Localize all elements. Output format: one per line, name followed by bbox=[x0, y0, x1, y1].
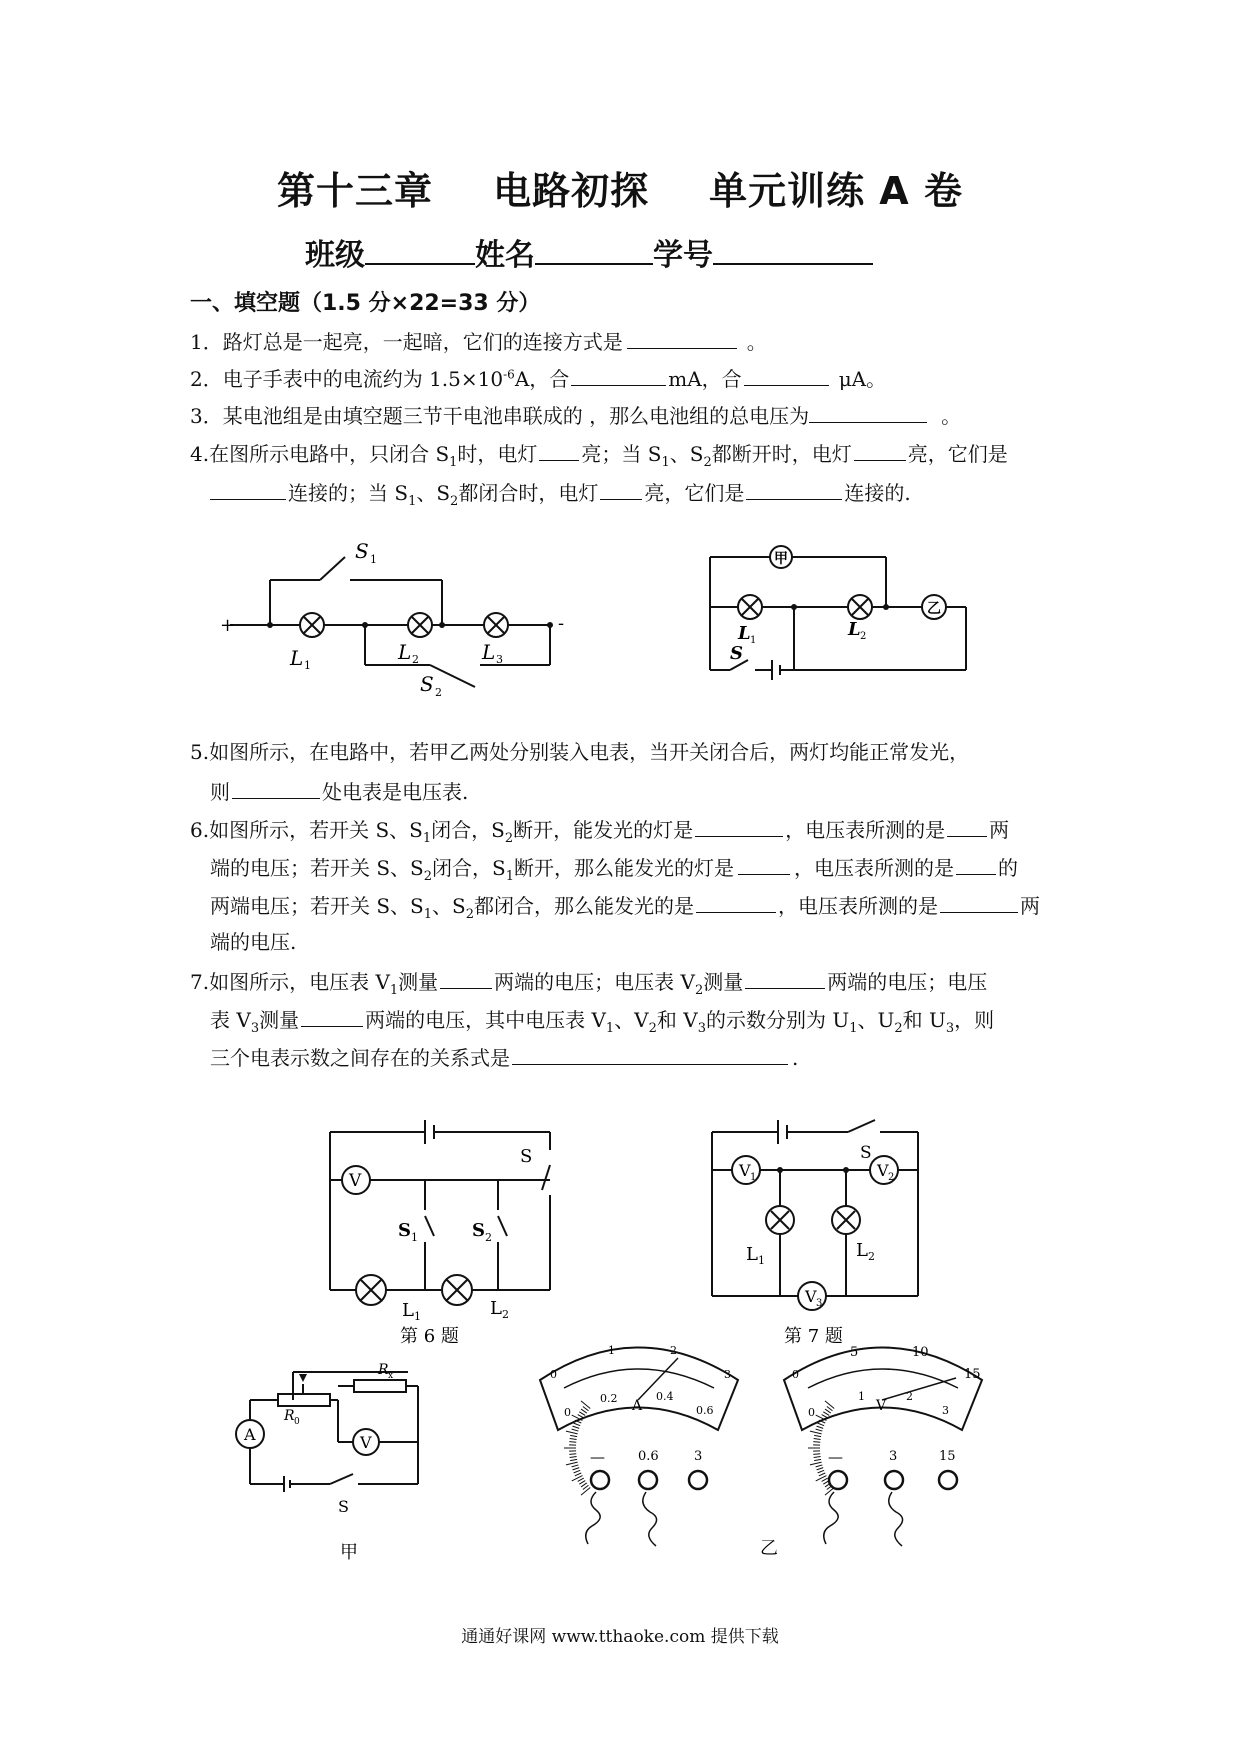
voltmeter-top-tick: 5 bbox=[850, 1345, 859, 1360]
scale-tick bbox=[578, 1415, 584, 1418]
title-topic: 电路初探 bbox=[493, 169, 650, 213]
fig4-s2-sub: 2 bbox=[435, 686, 442, 699]
q4-sub-a: 1 bbox=[449, 455, 458, 470]
q7-sub-i: 3 bbox=[945, 1021, 955, 1036]
q4-text-c: 亮；当 S bbox=[581, 442, 662, 466]
voltmeter-terminal-neg: — bbox=[828, 1448, 843, 1466]
voltmeter-terminal-15: 15 bbox=[939, 1449, 956, 1464]
scale-tick bbox=[570, 1438, 577, 1439]
fig6-circuit bbox=[320, 1110, 580, 1350]
question-3 bbox=[190, 404, 961, 426]
q7-blank-2[interactable] bbox=[745, 970, 825, 989]
scale-tick bbox=[579, 1412, 585, 1416]
q4-sub-b: 1 bbox=[661, 455, 670, 470]
page-title bbox=[0, 160, 1240, 215]
scale-tick bbox=[581, 1409, 587, 1413]
q5-blank[interactable] bbox=[232, 780, 320, 799]
q4-sub-d: 1 bbox=[408, 494, 417, 509]
fig7-circuit bbox=[700, 1110, 940, 1350]
question-1 bbox=[190, 330, 767, 352]
q6-text-n: ，电压表所测的是 bbox=[778, 894, 939, 918]
question-4-line2 bbox=[210, 481, 911, 508]
scale-tick bbox=[570, 1435, 577, 1436]
question-5-line1: 5.如图所示，在电路中，若甲乙两处分别装入电表，当开关闭合后，两灯均能正常发光， bbox=[190, 740, 970, 764]
fig4-l1-sub: 1 bbox=[304, 659, 311, 672]
scale-tick bbox=[825, 1401, 834, 1409]
q7-sub-f: 3 bbox=[697, 1021, 707, 1036]
q7-text-i: 、V bbox=[614, 1008, 649, 1032]
fig-jia-circuit bbox=[228, 1362, 468, 1572]
scale-tick bbox=[810, 1431, 822, 1434]
ammeter-top-tick: 0 bbox=[550, 1368, 557, 1381]
fig5-l1-label: L bbox=[738, 623, 751, 644]
scale-tick bbox=[819, 1473, 825, 1476]
scale-tick bbox=[572, 1465, 579, 1467]
scale-tick bbox=[822, 1478, 828, 1481]
scale-tick bbox=[814, 1435, 821, 1436]
q6-text-o: 两 bbox=[1020, 894, 1041, 918]
q6-blank-4[interactable] bbox=[956, 856, 996, 875]
q3-blank[interactable] bbox=[809, 404, 927, 423]
scale-tick bbox=[825, 1409, 831, 1413]
fig-jia-rx-sub: x bbox=[388, 1371, 394, 1381]
q7-sub-c: 3 bbox=[250, 1021, 260, 1036]
q6-text-j: 的 bbox=[998, 856, 1019, 880]
voltmeter-bottom-tick: 0 bbox=[808, 1406, 815, 1419]
fig-jia-s-label: S bbox=[338, 1497, 349, 1516]
fig4-s1-sub: 1 bbox=[370, 553, 377, 566]
fig4-minus: - bbox=[558, 613, 565, 634]
q4-text-b: 时，电灯 bbox=[457, 442, 538, 466]
voltmeter-needle bbox=[882, 1378, 956, 1400]
ammeter-bottom-tick: 0 bbox=[564, 1406, 571, 1419]
q7-text-e: 两端的电压；电压 bbox=[827, 970, 988, 994]
ammeter-terminal-3: 3 bbox=[694, 1449, 703, 1464]
fig4-l2-label: L bbox=[398, 640, 412, 664]
voltmeter-unit: V bbox=[876, 1398, 887, 1414]
scale-tick bbox=[581, 1401, 590, 1409]
q6-blank-1[interactable] bbox=[695, 818, 783, 837]
fig6-caption: 第 6 题 bbox=[400, 1326, 459, 1347]
q7-text-c: 两端的电压；电压表 V bbox=[494, 970, 695, 994]
student-info bbox=[305, 230, 873, 274]
fig6-s1-label: S bbox=[398, 1220, 411, 1241]
q7-sub-e: 2 bbox=[648, 1021, 657, 1036]
q7-text-l: 、U bbox=[857, 1008, 895, 1032]
fig6-l1-sub: 1 bbox=[414, 1310, 421, 1323]
fig5-jia-meter: 甲 bbox=[774, 551, 788, 567]
fig6-s-label: S bbox=[520, 1146, 533, 1167]
ammeter-bottom-tick: 0.4 bbox=[656, 1390, 674, 1403]
fig5-l2-label: L bbox=[848, 619, 861, 640]
q6-sub-d: 1 bbox=[505, 869, 515, 884]
footer-credit: 通通好课网 www.tthaoke.com 提供下载 bbox=[461, 1627, 779, 1647]
fig6-s2-label: S bbox=[472, 1220, 485, 1241]
q7-text-j: 和 V bbox=[656, 1008, 698, 1032]
voltmeter-top-tick: 0 bbox=[792, 1368, 799, 1381]
q7-text-d: 测量 bbox=[703, 970, 744, 994]
q7-blank-4[interactable] bbox=[512, 1046, 788, 1065]
q7-text-n: ，则 bbox=[954, 1008, 995, 1032]
scale-tick bbox=[583, 1485, 589, 1489]
scale-tick bbox=[573, 1468, 580, 1470]
q6-text-m: 都闭合，那么能发光的是 bbox=[474, 894, 695, 918]
scale-tick bbox=[827, 1407, 833, 1411]
q7-text-k: 的示数分别为 U bbox=[706, 1008, 850, 1032]
ammeter-top-tick: 3 bbox=[724, 1368, 731, 1381]
q4-text-i: 都闭合时，电灯 bbox=[458, 481, 599, 505]
q7-text-f: 表 V bbox=[210, 1008, 251, 1032]
scale-tick bbox=[575, 1473, 581, 1476]
fig-jia-rx-label: R bbox=[378, 1362, 389, 1378]
q7-sub-a: 1 bbox=[389, 983, 399, 998]
class-label: 班级 bbox=[305, 238, 365, 273]
q6-text-i: ，电压表所测的是 bbox=[794, 856, 955, 880]
q4-text-g: 连接的；当 S bbox=[288, 481, 409, 505]
voltmeter-bottom-tick: 2 bbox=[906, 1390, 913, 1403]
q6-text-e: 两 bbox=[989, 818, 1010, 842]
fig4-s2-label: S bbox=[420, 672, 434, 696]
q7-text-h: 两端的电压，其中电压表 V bbox=[365, 1008, 606, 1032]
q2-sup: -6 bbox=[503, 367, 515, 382]
voltmeter-terminal-3: 3 bbox=[889, 1449, 898, 1464]
q6-text-l: 、S bbox=[432, 894, 466, 918]
scale-tick bbox=[566, 1431, 578, 1434]
q2-blank-ma[interactable] bbox=[571, 367, 666, 386]
scale-tick bbox=[816, 1429, 823, 1431]
q4-text-a: 4.在图所示电路中，只闭合 S bbox=[190, 442, 450, 466]
question-7-line1 bbox=[190, 970, 987, 997]
scale-tick bbox=[566, 1462, 578, 1465]
scale-tick bbox=[818, 1470, 825, 1473]
fig4-l2-sub: 2 bbox=[412, 653, 419, 666]
scale-tick bbox=[814, 1459, 821, 1460]
fig-jia-r0-sub: 0 bbox=[294, 1417, 300, 1427]
fig7-s-label: S bbox=[860, 1143, 872, 1163]
q4-blank-5[interactable] bbox=[746, 481, 842, 500]
q4-sub-e: 2 bbox=[450, 494, 459, 509]
scale-tick bbox=[573, 1426, 580, 1428]
q6-sub-e: 1 bbox=[423, 907, 433, 922]
q6-text-k: 两端电压；若开关 S、S bbox=[210, 894, 424, 918]
q4-text-j: 亮，它们是 bbox=[644, 481, 745, 505]
ammeter-top-tick: 1 bbox=[608, 1344, 615, 1357]
question-7-line3 bbox=[210, 1046, 798, 1068]
fig7-caption: 第 7 题 bbox=[784, 1326, 843, 1347]
fig-jia-ammeter-label: A bbox=[244, 1425, 256, 1444]
fig6-voltmeter-label: V bbox=[349, 1171, 362, 1191]
fig4-l1-label: L bbox=[290, 646, 304, 670]
ammeter-unit: A bbox=[632, 1398, 643, 1414]
voltmeter-top-tick: 15 bbox=[964, 1367, 981, 1382]
q6-text-c: 断开，能发光的灯是 bbox=[513, 818, 694, 842]
fig7-v1-label: V bbox=[739, 1161, 751, 1180]
scale-tick bbox=[569, 1454, 576, 1455]
q4-text-d: 、S bbox=[669, 442, 704, 466]
question-5-line2 bbox=[210, 780, 468, 802]
q4-blank-4[interactable] bbox=[600, 481, 642, 500]
q4-blank-2[interactable] bbox=[854, 442, 906, 461]
scale-tick bbox=[817, 1468, 824, 1470]
q5-text-a: 则 bbox=[210, 780, 230, 804]
fig6-l2-label: L bbox=[490, 1298, 502, 1319]
q7-sub-d: 1 bbox=[605, 1021, 615, 1036]
q6-sub-a: 1 bbox=[422, 831, 432, 846]
q7-text-p: . bbox=[792, 1046, 799, 1070]
fig-yi-meters bbox=[528, 1330, 988, 1590]
q7-text-a: 7.如图所示，电压表 V bbox=[190, 970, 390, 994]
id-label: 学号 bbox=[653, 238, 713, 273]
id-blank[interactable] bbox=[713, 239, 873, 265]
fig7-v1-sub: 1 bbox=[750, 1172, 757, 1183]
question-6-line3 bbox=[210, 894, 1040, 921]
q4-text-h: 、S bbox=[416, 481, 451, 505]
ammeter-bottom-tick: 0.6 bbox=[696, 1404, 714, 1417]
fig-yi-caption: 乙 bbox=[760, 1538, 778, 1559]
q4-text-k: 连接的. bbox=[844, 481, 911, 505]
q6-text-g: 闭合，S bbox=[432, 856, 506, 880]
fig7-l1-sub: 1 bbox=[758, 1254, 765, 1267]
q6-blank-5[interactable] bbox=[696, 894, 776, 913]
q2-mid: mA，合 bbox=[668, 367, 742, 391]
fig6-l2-sub: 2 bbox=[502, 1308, 509, 1321]
q7-sub-h: 2 bbox=[894, 1021, 903, 1036]
q2-unit: A，合 bbox=[514, 367, 570, 391]
q6-blank-3[interactable] bbox=[738, 856, 790, 875]
fig6-s2-sub: 2 bbox=[485, 1231, 492, 1244]
q4-sub-c: 2 bbox=[703, 455, 712, 470]
q4-blank-3[interactable] bbox=[210, 481, 286, 500]
scale-tick bbox=[581, 1488, 590, 1496]
fig6-l1-label: L bbox=[402, 1300, 414, 1321]
fig-jia-caption: 甲 bbox=[340, 1542, 358, 1563]
question-6-line2 bbox=[210, 856, 1018, 883]
question-2 bbox=[190, 367, 886, 389]
fig-jia-voltmeter-label: V bbox=[360, 1433, 372, 1452]
scale-tick bbox=[817, 1426, 824, 1428]
scale-tick bbox=[574, 1470, 581, 1473]
q6-text-d: ，电压表所测的是 bbox=[785, 818, 946, 842]
q7-text-g: 测量 bbox=[259, 1008, 300, 1032]
class-blank[interactable] bbox=[365, 239, 475, 265]
section1-heading: 一、填空题（1.5 分×22=33 分） bbox=[190, 291, 541, 316]
scale-tick bbox=[822, 1415, 828, 1418]
fig5-l1-sub: 1 bbox=[750, 635, 757, 646]
q1-end: 。 bbox=[746, 330, 767, 354]
q6-text-h: 断开，那么能发光的灯是 bbox=[514, 856, 735, 880]
fig4-s1-label: S bbox=[355, 539, 369, 563]
question-7-line2 bbox=[210, 1008, 994, 1035]
fig7-l2-label: L bbox=[856, 1240, 868, 1261]
scale-tick bbox=[813, 1454, 820, 1455]
q4-circuit-figure bbox=[220, 525, 580, 705]
q2-end: μA。 bbox=[838, 367, 887, 391]
title-chapter: 第十三章 bbox=[277, 169, 434, 213]
voltmeter-top-tick: 10 bbox=[912, 1345, 929, 1360]
scale-tick bbox=[814, 1438, 821, 1439]
scale-tick bbox=[818, 1423, 825, 1426]
scale-tick bbox=[569, 1442, 576, 1443]
q7-text-o: 三个电表示数之间存在的关系式是 bbox=[210, 1046, 510, 1070]
q1-blank[interactable] bbox=[627, 330, 737, 349]
scale-tick bbox=[578, 1478, 584, 1481]
fig7-v3-sub: 3 bbox=[816, 1298, 823, 1309]
q7-sub-g: 1 bbox=[849, 1021, 858, 1036]
scale-tick bbox=[574, 1423, 581, 1426]
title-unit: 单元训练 A 卷 bbox=[709, 169, 963, 213]
question-6-line1 bbox=[190, 818, 1009, 845]
scale-tick bbox=[570, 1459, 577, 1460]
fig7-v2-label: V bbox=[877, 1161, 889, 1180]
q7-blank-3[interactable] bbox=[301, 1008, 363, 1027]
q6-text-f: 端的电压；若开关 S、S bbox=[210, 856, 424, 880]
fig4-plus: + bbox=[220, 615, 236, 636]
question-6-line4: 端的电压. bbox=[210, 930, 297, 954]
ammeter-bottom-tick: 0.2 bbox=[600, 1392, 618, 1405]
fig5-l2-sub: 2 bbox=[860, 631, 867, 642]
fig7-l2-sub: 2 bbox=[868, 1250, 875, 1263]
q4-text-f: 亮，它们是 bbox=[907, 442, 1008, 466]
q2-text: 2．电子手表中的电流约为 1.5×10 bbox=[190, 367, 504, 391]
fig7-v2-sub: 2 bbox=[888, 1172, 895, 1183]
ammeter-terminal-neg: — bbox=[590, 1448, 605, 1466]
fig4-l3-label: L bbox=[482, 640, 496, 664]
scale-tick bbox=[814, 1457, 821, 1458]
q7-blank-1[interactable] bbox=[440, 970, 492, 989]
q6-text-b: 闭合，S bbox=[431, 818, 505, 842]
q6-text-a: 6.如图所示，若开关 S、S bbox=[190, 818, 423, 842]
voltmeter-bottom-tick: 1 bbox=[858, 1390, 865, 1403]
q7-text-b: 测量 bbox=[398, 970, 439, 994]
voltmeter-bottom-tick: 3 bbox=[942, 1404, 949, 1417]
ammeter-terminal-06: 0.6 bbox=[638, 1449, 659, 1464]
q7-text-m: 和 U bbox=[902, 1008, 946, 1032]
q6-sub-f: 2 bbox=[465, 907, 475, 922]
q4-blank-1[interactable] bbox=[539, 442, 579, 461]
q3-end: 。 bbox=[941, 404, 962, 428]
scale-tick bbox=[816, 1465, 823, 1467]
scale-tick bbox=[583, 1407, 589, 1411]
q1-text: 1．路灯总是一起亮，一起暗，它们的连接方式是 bbox=[190, 330, 623, 354]
q3-text: 3．某电池组是由填空题三节干电池串联成的 ，那么电池组的总电压为 bbox=[190, 404, 810, 428]
q5-circuit-figure bbox=[700, 535, 980, 685]
fig4-l3-sub: 3 bbox=[496, 653, 503, 666]
fig7-v3-label: V bbox=[805, 1287, 817, 1306]
fig7-l1-label: L bbox=[746, 1244, 758, 1265]
scale-tick bbox=[823, 1412, 829, 1416]
q6-blank-6[interactable] bbox=[940, 894, 1018, 913]
fig5-yi-meter: 乙 bbox=[927, 601, 941, 617]
fig-jia-r0-label: R bbox=[284, 1408, 295, 1424]
q4-text-e: 都断开时，电灯 bbox=[711, 442, 852, 466]
scale-tick bbox=[570, 1457, 577, 1458]
q6-blank-2[interactable] bbox=[947, 818, 987, 837]
name-label: 姓名 bbox=[475, 238, 535, 273]
q7-sub-b: 2 bbox=[694, 983, 704, 998]
q6-sub-c: 2 bbox=[423, 869, 433, 884]
q2-blank-ua[interactable] bbox=[744, 367, 829, 386]
scale-tick bbox=[810, 1462, 822, 1465]
scale-tick bbox=[579, 1481, 585, 1485]
scale-tick bbox=[572, 1429, 579, 1431]
scale-tick bbox=[813, 1442, 820, 1443]
scale-tick bbox=[581, 1483, 587, 1487]
q5-text-b: 处电表是电压表. bbox=[322, 780, 469, 804]
q6-sub-b: 2 bbox=[504, 831, 514, 846]
question-4-line1 bbox=[190, 442, 1008, 469]
name-blank[interactable] bbox=[535, 239, 653, 265]
fig5-s-label: S bbox=[730, 643, 743, 664]
ammeter-top-tick: 2 bbox=[670, 1344, 677, 1357]
fig6-s1-sub: 1 bbox=[411, 1231, 418, 1244]
